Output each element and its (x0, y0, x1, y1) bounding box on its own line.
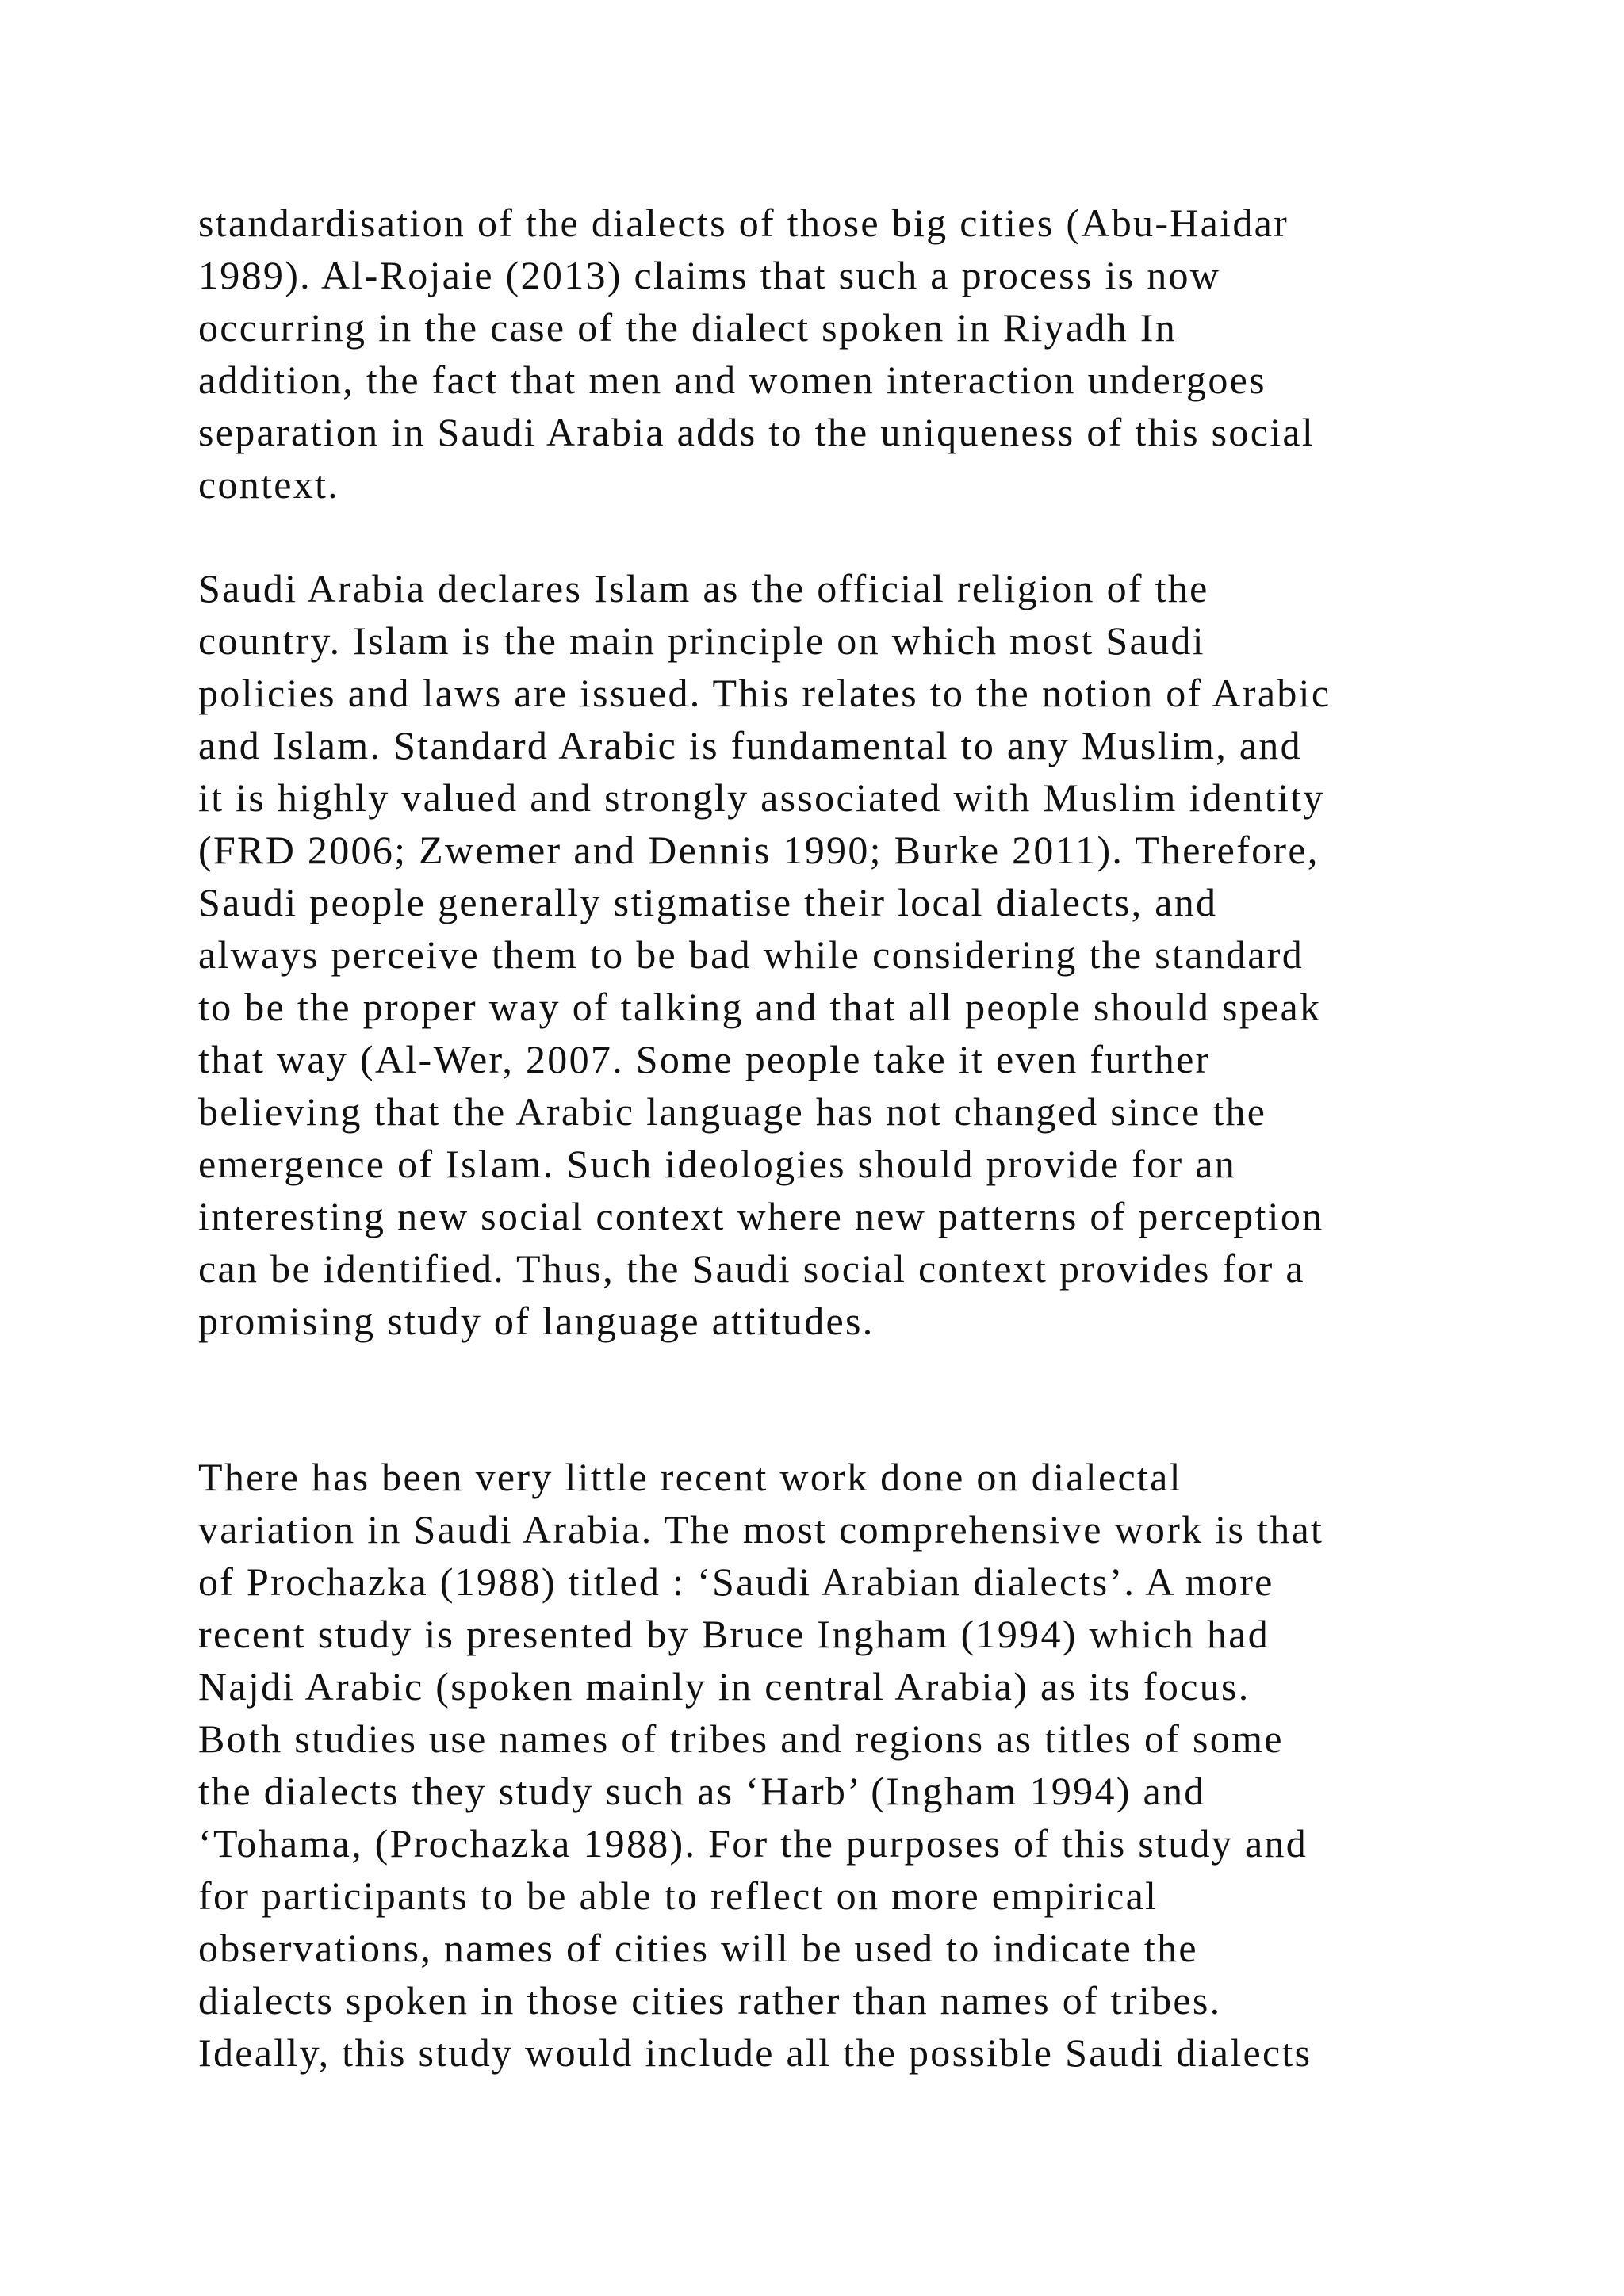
text-line: believing that the Arabic language has not changed since the (198, 1089, 1267, 1134)
paragraph-1 (198, 197, 1435, 511)
text-line: for participants to be able to reflect on more empirical (198, 1873, 1159, 1918)
text-line: observations, names of cities will be used to indicate the (198, 1926, 1198, 1970)
text-line: it is highly valued and strongly associated with Muslim identity (198, 775, 1325, 820)
text-line: ‘Tohama, (Prochazka 1988). For the purposes of this study and (198, 1821, 1308, 1866)
text-line: occurring in the case of the dialect spoken in Riyadh In (198, 305, 1177, 350)
text-line: addition, the fact that men and women interaction undergoes (198, 358, 1266, 402)
text-line: country. Islam is the main principle on which most Saudi (198, 618, 1205, 663)
text-line: recent study is presented by Bruce Ingham (1994) which had (198, 1612, 1270, 1656)
text-line: Saudi people generally stigmatise their local dialects, and (198, 880, 1218, 924)
text-line: variation in Saudi Arabia. The most comprehensive work is that (198, 1507, 1324, 1552)
text-line: Najdi Arabic (spoken mainly in central Arabia) as its focus. (198, 1664, 1251, 1709)
text-line: context. (198, 462, 340, 507)
text-line: promising study of language attitudes. (198, 1299, 875, 1343)
text-line: Saudi Arabia declares Islam as the official religion of the (198, 566, 1209, 610)
text-line: Ideally, this study would include all the possible Saudi dialects (198, 2030, 1312, 2075)
text-line: There has been very little recent work done on dialectal (198, 1455, 1182, 1499)
text-line: the dialects they study such as ‘Harb’ (Ingham 1994) and (198, 1769, 1206, 1813)
text-line: can be identified. Thus, the Saudi social context provides for a (198, 1246, 1305, 1291)
text-line: and Islam. Standard Arabic is fundamental to any Muslim, and (198, 723, 1302, 767)
text-line: emergence of Islam. Such ideologies should provide for an (198, 1142, 1237, 1186)
text-line: to be the proper way of talking and that all people should speak (198, 985, 1322, 1029)
text-line: interesting new social context where new patterns of perception (198, 1194, 1324, 1238)
text-line: Both studies use names of tribes and regions as titles of some (198, 1716, 1284, 1761)
text-line: separation in Saudi Arabia adds to the uniqueness of this social (198, 410, 1316, 454)
text-line: dialects spoken in those cities rather than names of tribes. (198, 1978, 1222, 2022)
text-line: (FRD 2006; Zwemer and Dennis 1990; Burke 2011). Therefore, (198, 828, 1320, 872)
text-line: always perceive them to be bad while considering the standard (198, 932, 1304, 977)
text-line: of Prochazka (1988) titled : ‘Saudi Arabian dialects’. A more (198, 1559, 1274, 1604)
text-line: standardisation of the dialects of those big cities (Abu-Haidar (198, 201, 1289, 245)
text-line: that way (Al-Wer, 2007. Some people take it even further (198, 1037, 1211, 1081)
text-line: 1989). Al-Rojaie (2013) claims that such a process is now (198, 253, 1221, 297)
text-line: policies and laws are issued. This relates to the notion of Arabic (198, 671, 1331, 715)
paragraph-2 (198, 562, 1435, 1347)
paragraph-3 (198, 1451, 1435, 2079)
